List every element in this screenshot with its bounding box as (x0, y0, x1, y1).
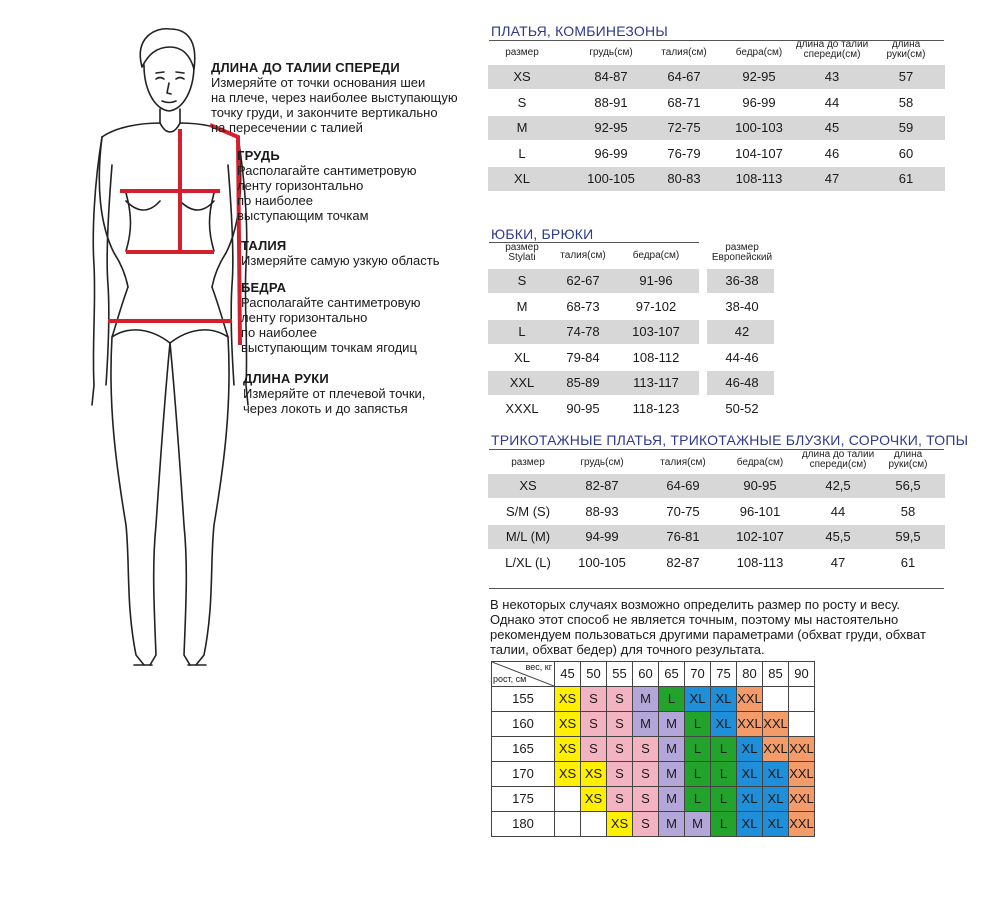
size-cell: XL (763, 762, 789, 787)
instruction-heading: ТАЛИЯ (241, 238, 287, 253)
column-header-line: бедра(см) (736, 457, 784, 468)
size-cell: L (685, 712, 711, 737)
size-cell: S (581, 712, 607, 737)
column-header-line: талия(см) (560, 250, 606, 261)
column-header (649, 48, 719, 58)
column-header (553, 251, 613, 261)
table-cell: 64-67 (667, 69, 701, 84)
table-cell: 56,5 (895, 478, 921, 493)
size-cell: XL (737, 737, 763, 762)
size-cell: XL (763, 787, 789, 812)
table-cell: 92-95 (594, 120, 628, 135)
weight-header: 45 (555, 662, 581, 687)
table-cell: 59,5 (895, 529, 921, 544)
column-header (648, 458, 718, 468)
table-cell: 46-48 (725, 375, 759, 390)
instruction-chest (237, 148, 497, 223)
table-cell: 108-112 (632, 349, 680, 365)
column-header-line: длина до талии (801, 449, 875, 460)
height-header: 170 (492, 762, 555, 787)
table-cell: 45 (824, 120, 840, 135)
instruction-text: точку груди, и закончите вертикально (211, 105, 438, 120)
instruction-text: Измеряйте самую узкую область (241, 253, 440, 268)
table-cell: XXXL (505, 400, 539, 416)
column-header-line: спереди(см) (803, 49, 861, 60)
size-cell: M (659, 787, 685, 812)
table-cell: 100-105 (578, 554, 626, 570)
table-cell: XL (514, 349, 530, 365)
size-cell: XXL (737, 712, 763, 737)
table-cell: L/XL (L) (505, 554, 551, 570)
table-cell: 36-38 (725, 273, 759, 288)
table-cell: 38-40 (725, 298, 759, 314)
size-cell: XXL (789, 812, 815, 837)
size-cell: S (607, 762, 633, 787)
column-header-line: длина (891, 39, 921, 50)
instruction-text: ленту горизонтально (237, 178, 364, 193)
size-cell: XXL (789, 787, 815, 812)
table-cell: 102-107 (736, 529, 784, 544)
height-header: 175 (492, 787, 555, 812)
table-cell: 46 (824, 145, 840, 161)
instruction-text: Располагайте сантиметровую (237, 163, 417, 178)
size-cell: L (659, 687, 685, 712)
column-header-line: бедра(см) (632, 250, 680, 261)
size-cell: S (607, 687, 633, 712)
size-cell: S (581, 687, 607, 712)
size-cell: XXL (737, 687, 763, 712)
size-cell: L (711, 737, 737, 762)
instruction-waist (241, 238, 501, 268)
matrix-corner-cell (492, 662, 555, 687)
table-cell: 84-87 (594, 69, 628, 84)
size-cell: S (633, 787, 659, 812)
table-cell: 50-52 (725, 400, 759, 416)
table-cell: 80-83 (667, 171, 701, 186)
table-cell: 100-105 (587, 171, 635, 186)
table-cell: 96-99 (594, 145, 628, 161)
size-cell: XXL (789, 762, 815, 787)
size-cell: XXL (763, 737, 789, 762)
height-header: 180 (492, 812, 555, 837)
table-cell: 62-67 (566, 273, 600, 288)
table-cell: 90-95 (566, 400, 600, 416)
table-cell: 45,5 (825, 529, 851, 544)
size-cell: S (607, 712, 633, 737)
size-cell: S (607, 787, 633, 812)
table-cell: 70-75 (666, 503, 700, 519)
size-cell: XS (555, 712, 581, 737)
table-cell: 42,5 (825, 478, 851, 493)
size-cell: L (685, 762, 711, 787)
dresses-table-title: ПЛАТЬЯ, КОМБИНЕЗОНЫ (491, 23, 668, 39)
column-header-line: бедра(см) (735, 47, 783, 58)
size-cell: M (685, 812, 711, 837)
table-cell: 57 (898, 69, 914, 84)
table-cell: M (516, 120, 528, 135)
column-header-line: талия(см) (660, 457, 706, 468)
table-cell: 44 (824, 94, 840, 110)
matrix-row (492, 712, 815, 737)
table-cell: 43 (824, 69, 840, 84)
table-cell: 68-71 (667, 94, 701, 110)
instruction-text: выступающим точкам (237, 208, 369, 223)
instruction-arm-length (243, 371, 503, 416)
column-header (497, 243, 547, 263)
size-cell: M (633, 712, 659, 737)
matrix-header-row (492, 662, 815, 687)
column-header-line: грудь(см) (589, 47, 633, 58)
matrix-row (492, 687, 815, 712)
size-cell: S (633, 762, 659, 787)
matrix-row (492, 737, 815, 762)
size-cell: L (685, 737, 711, 762)
table-cell: 103-107 (632, 324, 680, 339)
table-cell: 108-113 (735, 171, 783, 186)
column-header (871, 40, 941, 60)
column-header-line: размер (505, 47, 539, 58)
instruction-hips (241, 280, 501, 355)
size-cell: M (633, 687, 659, 712)
table-cell: XXL (509, 375, 535, 390)
height-header: 155 (492, 687, 555, 712)
instruction-heading: БЕДРА (241, 280, 287, 295)
table-cell: 64-69 (666, 478, 700, 493)
size-cell: XS (555, 762, 581, 787)
table-cell: 92-95 (742, 69, 776, 84)
height-weight-size-matrix (491, 661, 815, 837)
size-cell: M (659, 762, 685, 787)
weight-header: 50 (581, 662, 607, 687)
column-header-line: спереди(см) (809, 459, 867, 470)
size-cell: XS (607, 812, 633, 837)
size-cell (581, 812, 607, 837)
instruction-text: Измеряйте от точки основания шеи (211, 75, 426, 90)
table-cell: 59 (898, 120, 914, 135)
table-cell: 100-103 (735, 120, 783, 135)
height-header: 165 (492, 737, 555, 762)
size-cell: M (659, 737, 685, 762)
table-cell: XL (514, 171, 530, 186)
knit-table-title: ТРИКОТАЖНЫЕ ПЛАТЬЯ, ТРИКОТАЖНЫЕ БЛУЗКИ, СОРОЧКИ, ТОПЫ (491, 432, 969, 448)
column-header-line: длина до талии (795, 39, 869, 50)
table-cell: M (516, 298, 528, 314)
instruction-heading: ДЛИНА ДО ТАЛИИ СПЕРЕДИ (211, 60, 400, 75)
size-cell: XL (763, 812, 789, 837)
corner-height-label: рост, см (493, 674, 527, 684)
column-header-line: Европейский (711, 252, 773, 263)
table-cell: XS (513, 69, 531, 84)
instruction-text: выступающим точкам ягодиц (241, 340, 417, 355)
size-cell: L (711, 762, 737, 787)
instruction-text: на плече, через наиболее выступающую (211, 90, 458, 105)
size-cell: XL (737, 812, 763, 837)
size-cell: XXL (789, 737, 815, 762)
table-cell: 96-99 (742, 94, 776, 110)
column-header-line: руки(см) (886, 49, 926, 60)
table-cell: 74-78 (566, 324, 600, 339)
table-cell: 79-84 (566, 349, 600, 365)
size-cell (555, 812, 581, 837)
column-header (873, 450, 943, 470)
size-cell: M (659, 712, 685, 737)
matrix-row (492, 787, 815, 812)
size-cell (555, 787, 581, 812)
table-cell: 82-87 (666, 554, 700, 570)
size-cell: XXL (763, 712, 789, 737)
table-cell: 58 (898, 94, 914, 110)
size-cell: M (659, 812, 685, 837)
skirts-table-title: ЮБКИ, БРЮКИ (491, 226, 594, 242)
size-cell: XL (737, 787, 763, 812)
table-cell: 58 (900, 503, 916, 519)
column-header-line: талия(см) (661, 47, 707, 58)
table-cell: L (518, 324, 526, 339)
table-cell: 60 (898, 145, 914, 161)
column-header (621, 251, 691, 261)
instruction-front-waist-length (211, 60, 471, 135)
size-cell: L (711, 787, 737, 812)
instruction-text: Располагайте сантиметровую (241, 295, 421, 310)
weight-header: 60 (633, 662, 659, 687)
table-cell: 85-89 (566, 375, 600, 390)
table-cell: 104-107 (735, 145, 783, 161)
size-cell: XS (581, 787, 607, 812)
column-header-line: Stylati (508, 252, 536, 263)
column-header (725, 458, 795, 468)
table-cell: 44 (830, 503, 846, 519)
column-header (702, 243, 782, 263)
column-header-line: размер (725, 242, 759, 253)
column-header (492, 48, 552, 58)
table-cell: 108-113 (736, 554, 784, 570)
column-header (793, 450, 883, 470)
table-cell: 44-46 (725, 349, 759, 365)
column-header (567, 458, 637, 468)
instruction-text: по наиболее (237, 193, 313, 208)
instruction-text: на пересечении с талией (211, 120, 363, 135)
column-header (724, 48, 794, 58)
size-cell (763, 687, 789, 712)
size-cell: S (633, 812, 659, 837)
instruction-text: по наиболее (241, 325, 317, 340)
table-cell: L (518, 145, 526, 161)
table-cell: 42 (734, 324, 750, 339)
column-header-line: размер (505, 242, 539, 253)
column-header-line: длина (893, 449, 923, 460)
weight-header: 55 (607, 662, 633, 687)
height-weight-note: В некоторых случаях возможно определить размер по росту и весу. Однако этот способ не является точным, поэтому мы настоятельно рекомендуем пользоваться другими параметрами (обхват груди, обхват талии, обхват бедер) для точного результата. (490, 597, 926, 657)
column-header-line: руки(см) (888, 459, 928, 470)
instruction-text: ленту горизонтально (241, 310, 368, 325)
weight-header: 90 (789, 662, 815, 687)
column-header (498, 458, 558, 468)
table-cell: 68-73 (566, 298, 600, 314)
column-header-line: грудь(см) (580, 457, 624, 468)
weight-header: 65 (659, 662, 685, 687)
table-cell: 113-117 (633, 375, 679, 390)
weight-header: 70 (685, 662, 711, 687)
table-cell: S (517, 273, 527, 288)
table-cell: 82-87 (585, 478, 619, 493)
size-cell (789, 687, 815, 712)
table-cell: S/M (S) (505, 503, 551, 519)
matrix-row (492, 812, 815, 837)
instruction-heading: ДЛИНА РУКИ (243, 371, 329, 386)
size-cell: XL (737, 762, 763, 787)
size-cell: XS (555, 687, 581, 712)
size-cell: L (685, 787, 711, 812)
column-header (787, 40, 877, 60)
size-cell: XL (711, 712, 737, 737)
table-cell: 94-99 (585, 529, 619, 544)
weight-header: 80 (737, 662, 763, 687)
table-cell: 88-91 (594, 94, 628, 110)
size-cell: L (711, 812, 737, 837)
table-cell: 76-79 (667, 145, 701, 161)
weight-header: 85 (763, 662, 789, 687)
size-cell: XL (685, 687, 711, 712)
size-cell: XS (555, 737, 581, 762)
instruction-text: Измеряйте от плечевой точки, (243, 386, 426, 401)
table-cell: S (517, 94, 527, 110)
table-cell: 96-101 (739, 503, 781, 519)
table-cell: 47 (824, 171, 840, 186)
size-cell (789, 712, 815, 737)
column-header (576, 48, 646, 58)
column-header-line: размер (511, 457, 545, 468)
size-cell: XS (581, 762, 607, 787)
instruction-heading: ГРУДЬ (237, 148, 280, 163)
size-cell: XL (711, 687, 737, 712)
table-cell: 97-102 (635, 298, 677, 314)
table-cell: 47 (830, 554, 846, 570)
table-cell: 72-75 (667, 120, 701, 135)
divider (489, 588, 944, 589)
height-header: 160 (492, 712, 555, 737)
table-cell: 118-123 (632, 400, 680, 416)
table-cell: 91-96 (639, 273, 673, 288)
table-cell: 90-95 (743, 478, 777, 493)
size-cell: S (581, 737, 607, 762)
table-cell: 61 (900, 554, 916, 570)
weight-header: 75 (711, 662, 737, 687)
matrix-row (492, 762, 815, 787)
corner-weight-label: вес, кг (525, 662, 552, 672)
size-cell: S (607, 737, 633, 762)
instruction-text: через локоть и до запястья (243, 401, 408, 416)
table-cell: 88-93 (585, 503, 619, 519)
table-cell: 61 (898, 171, 914, 186)
table-cell: 76-81 (666, 529, 700, 544)
table-cell: XS (519, 478, 537, 493)
table-cell: M/L (M) (505, 529, 551, 544)
size-cell: S (633, 737, 659, 762)
